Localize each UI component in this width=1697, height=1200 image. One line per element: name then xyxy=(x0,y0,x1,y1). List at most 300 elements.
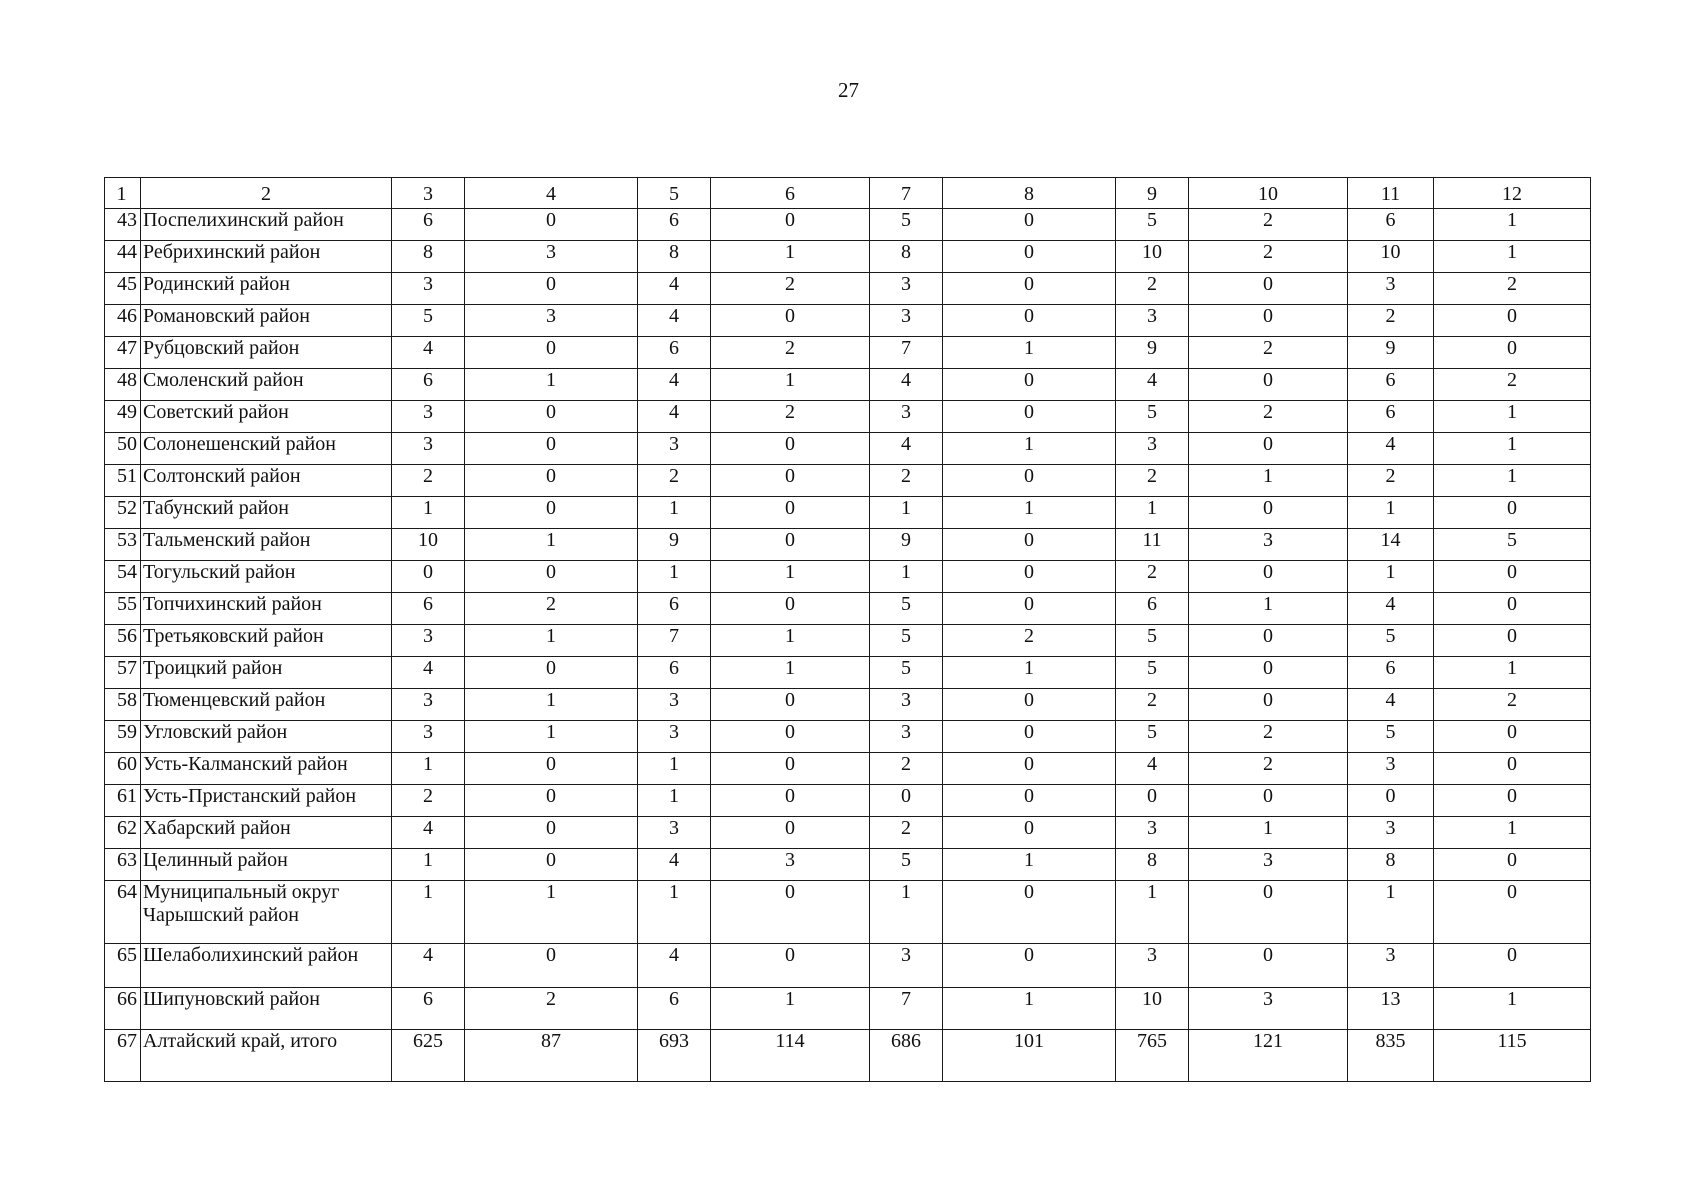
value-cell-col-7: 8 xyxy=(870,241,943,273)
value-cell-col-9: 5 xyxy=(1116,721,1189,753)
value-cell-col-6: 0 xyxy=(711,817,870,849)
value-cell-col-11: 3 xyxy=(1348,273,1434,305)
value-cell-col-6: 0 xyxy=(711,433,870,465)
value-cell-col-3: 1 xyxy=(392,753,465,785)
table-row xyxy=(105,465,1591,497)
value-cell-col-10: 0 xyxy=(1189,657,1348,689)
row-number: 58 xyxy=(105,689,141,721)
value-cell-col-9: 5 xyxy=(1116,401,1189,433)
value-cell-col-5: 693 xyxy=(638,1030,711,1082)
value-cell-col-11: 0 xyxy=(1348,785,1434,817)
district-name: Тальменский район xyxy=(141,529,392,561)
value-cell-col-9: 4 xyxy=(1116,753,1189,785)
value-cell-col-10: 121 xyxy=(1189,1030,1348,1082)
value-cell-col-3: 3 xyxy=(392,721,465,753)
value-cell-col-4: 0 xyxy=(465,465,638,497)
column-header-8: 8 xyxy=(943,178,1116,209)
value-cell-col-4: 0 xyxy=(465,433,638,465)
value-cell-col-4: 0 xyxy=(465,209,638,241)
value-cell-col-6: 0 xyxy=(711,721,870,753)
value-cell-col-8: 1 xyxy=(943,497,1116,529)
value-cell-col-7: 3 xyxy=(870,944,943,988)
row-number: 56 xyxy=(105,625,141,657)
table-row xyxy=(105,944,1591,988)
value-cell-col-9: 5 xyxy=(1116,657,1189,689)
value-cell-col-8: 0 xyxy=(943,369,1116,401)
value-cell-col-11: 3 xyxy=(1348,817,1434,849)
value-cell-col-8: 1 xyxy=(943,849,1116,881)
table-row xyxy=(105,369,1591,401)
value-cell-col-11: 5 xyxy=(1348,625,1434,657)
value-cell-col-9: 2 xyxy=(1116,465,1189,497)
value-cell-col-7: 1 xyxy=(870,561,943,593)
column-header-12: 12 xyxy=(1434,178,1591,209)
table-row xyxy=(105,881,1591,944)
value-cell-col-9: 3 xyxy=(1116,305,1189,337)
value-cell-col-11: 14 xyxy=(1348,529,1434,561)
value-cell-col-3: 2 xyxy=(392,785,465,817)
value-cell-col-11: 4 xyxy=(1348,433,1434,465)
value-cell-col-10: 2 xyxy=(1189,209,1348,241)
value-cell-col-11: 4 xyxy=(1348,689,1434,721)
value-cell-col-7: 686 xyxy=(870,1030,943,1082)
district-name: Солтонский район xyxy=(141,465,392,497)
value-cell-col-12: 0 xyxy=(1434,593,1591,625)
value-cell-col-9: 11 xyxy=(1116,529,1189,561)
value-cell-col-10: 1 xyxy=(1189,593,1348,625)
table-row xyxy=(105,593,1591,625)
district-name: Топчихинский район xyxy=(141,593,392,625)
district-name: Шипуновский район xyxy=(141,988,392,1030)
value-cell-col-7: 2 xyxy=(870,465,943,497)
value-cell-col-9: 6 xyxy=(1116,593,1189,625)
value-cell-col-9: 2 xyxy=(1116,689,1189,721)
value-cell-col-5: 1 xyxy=(638,881,711,944)
value-cell-col-7: 4 xyxy=(870,433,943,465)
value-cell-col-9: 10 xyxy=(1116,988,1189,1030)
table-row xyxy=(105,988,1591,1030)
value-cell-col-9: 3 xyxy=(1116,817,1189,849)
value-cell-col-9: 3 xyxy=(1116,944,1189,988)
value-cell-col-4: 3 xyxy=(465,305,638,337)
table-row xyxy=(105,1030,1591,1082)
table-body xyxy=(105,178,1591,1082)
value-cell-col-9: 8 xyxy=(1116,849,1189,881)
value-cell-col-9: 3 xyxy=(1116,433,1189,465)
value-cell-col-8: 0 xyxy=(943,753,1116,785)
value-cell-col-11: 8 xyxy=(1348,849,1434,881)
value-cell-col-11: 6 xyxy=(1348,657,1434,689)
value-cell-col-6: 0 xyxy=(711,465,870,497)
value-cell-col-4: 0 xyxy=(465,273,638,305)
value-cell-col-7: 5 xyxy=(870,657,943,689)
value-cell-col-11: 1 xyxy=(1348,881,1434,944)
district-name: Поспелихинский район xyxy=(141,209,392,241)
value-cell-col-10: 0 xyxy=(1189,785,1348,817)
value-cell-col-4: 2 xyxy=(465,988,638,1030)
value-cell-col-12: 0 xyxy=(1434,849,1591,881)
value-cell-col-11: 9 xyxy=(1348,337,1434,369)
column-header-4: 4 xyxy=(465,178,638,209)
district-name: Родинский район xyxy=(141,273,392,305)
value-cell-col-12: 0 xyxy=(1434,497,1591,529)
value-cell-col-8: 0 xyxy=(943,593,1116,625)
value-cell-col-12: 0 xyxy=(1434,944,1591,988)
row-number: 55 xyxy=(105,593,141,625)
value-cell-col-5: 7 xyxy=(638,625,711,657)
value-cell-col-12: 0 xyxy=(1434,561,1591,593)
value-cell-col-6: 2 xyxy=(711,337,870,369)
value-cell-col-6: 0 xyxy=(711,497,870,529)
value-cell-col-5: 4 xyxy=(638,849,711,881)
value-cell-col-6: 3 xyxy=(711,849,870,881)
value-cell-col-3: 4 xyxy=(392,817,465,849)
district-name: Солонешенский район xyxy=(141,433,392,465)
value-cell-col-10: 3 xyxy=(1189,988,1348,1030)
row-number: 48 xyxy=(105,369,141,401)
value-cell-col-12: 5 xyxy=(1434,529,1591,561)
row-number: 45 xyxy=(105,273,141,305)
value-cell-col-4: 0 xyxy=(465,337,638,369)
value-cell-col-10: 0 xyxy=(1189,625,1348,657)
column-header-9: 9 xyxy=(1116,178,1189,209)
value-cell-col-11: 3 xyxy=(1348,944,1434,988)
value-cell-col-8: 0 xyxy=(943,465,1116,497)
value-cell-col-3: 3 xyxy=(392,273,465,305)
table-row xyxy=(105,305,1591,337)
table-row xyxy=(105,849,1591,881)
table-row xyxy=(105,689,1591,721)
value-cell-col-12: 1 xyxy=(1434,988,1591,1030)
value-cell-col-7: 7 xyxy=(870,337,943,369)
value-cell-col-7: 5 xyxy=(870,209,943,241)
value-cell-col-8: 0 xyxy=(943,689,1116,721)
district-name: Хабарский район xyxy=(141,817,392,849)
value-cell-col-4: 1 xyxy=(465,369,638,401)
district-name: Ребрихинский район xyxy=(141,241,392,273)
value-cell-col-9: 1 xyxy=(1116,881,1189,944)
district-name: Целинный район xyxy=(141,849,392,881)
value-cell-col-6: 0 xyxy=(711,881,870,944)
value-cell-col-8: 0 xyxy=(943,241,1116,273)
value-cell-col-8: 0 xyxy=(943,561,1116,593)
table-row xyxy=(105,273,1591,305)
value-cell-col-6: 1 xyxy=(711,369,870,401)
value-cell-col-3: 4 xyxy=(392,337,465,369)
value-cell-col-10: 1 xyxy=(1189,817,1348,849)
page-number: 27 xyxy=(838,78,859,102)
value-cell-col-6: 1 xyxy=(711,561,870,593)
table-row xyxy=(105,625,1591,657)
column-header-1: 1 xyxy=(105,178,141,209)
value-cell-col-5: 4 xyxy=(638,305,711,337)
row-number: 64 xyxy=(105,881,141,944)
value-cell-col-4: 0 xyxy=(465,785,638,817)
row-number: 53 xyxy=(105,529,141,561)
value-cell-col-6: 2 xyxy=(711,401,870,433)
value-cell-col-7: 3 xyxy=(870,401,943,433)
value-cell-col-12: 2 xyxy=(1434,369,1591,401)
value-cell-col-6: 0 xyxy=(711,944,870,988)
row-number: 67 xyxy=(105,1030,141,1082)
value-cell-col-6: 0 xyxy=(711,753,870,785)
value-cell-col-5: 6 xyxy=(638,337,711,369)
value-cell-col-8: 2 xyxy=(943,625,1116,657)
row-number: 52 xyxy=(105,497,141,529)
value-cell-col-4: 1 xyxy=(465,625,638,657)
value-cell-col-3: 1 xyxy=(392,497,465,529)
value-cell-col-3: 5 xyxy=(392,305,465,337)
value-cell-col-4: 0 xyxy=(465,753,638,785)
value-cell-col-11: 1 xyxy=(1348,497,1434,529)
value-cell-col-10: 2 xyxy=(1189,753,1348,785)
column-header-7: 7 xyxy=(870,178,943,209)
value-cell-col-10: 0 xyxy=(1189,881,1348,944)
value-cell-col-5: 3 xyxy=(638,721,711,753)
district-name: Тогульский район xyxy=(141,561,392,593)
value-cell-col-10: 2 xyxy=(1189,401,1348,433)
value-cell-col-12: 2 xyxy=(1434,273,1591,305)
value-cell-col-11: 2 xyxy=(1348,305,1434,337)
district-name: Муниципальный округ Чарышский район xyxy=(141,881,392,944)
value-cell-col-8: 0 xyxy=(943,529,1116,561)
column-header-10: 10 xyxy=(1189,178,1348,209)
row-number: 65 xyxy=(105,944,141,988)
value-cell-col-8: 1 xyxy=(943,433,1116,465)
value-cell-col-5: 1 xyxy=(638,497,711,529)
value-cell-col-7: 9 xyxy=(870,529,943,561)
value-cell-col-8: 0 xyxy=(943,273,1116,305)
value-cell-col-5: 6 xyxy=(638,593,711,625)
value-cell-col-3: 3 xyxy=(392,401,465,433)
value-cell-col-3: 8 xyxy=(392,241,465,273)
value-cell-col-5: 2 xyxy=(638,465,711,497)
value-cell-col-8: 0 xyxy=(943,209,1116,241)
value-cell-col-10: 2 xyxy=(1189,337,1348,369)
value-cell-col-6: 1 xyxy=(711,625,870,657)
value-cell-col-12: 1 xyxy=(1434,209,1591,241)
district-name: Усть-Пристанский район xyxy=(141,785,392,817)
value-cell-col-6: 0 xyxy=(711,689,870,721)
table-row xyxy=(105,753,1591,785)
value-cell-col-6: 0 xyxy=(711,529,870,561)
value-cell-col-4: 1 xyxy=(465,721,638,753)
value-cell-col-9: 5 xyxy=(1116,209,1189,241)
value-cell-col-4: 0 xyxy=(465,657,638,689)
value-cell-col-7: 3 xyxy=(870,305,943,337)
value-cell-col-5: 3 xyxy=(638,433,711,465)
row-number: 44 xyxy=(105,241,141,273)
value-cell-col-4: 0 xyxy=(465,497,638,529)
value-cell-col-10: 3 xyxy=(1189,529,1348,561)
value-cell-col-11: 2 xyxy=(1348,465,1434,497)
row-number: 47 xyxy=(105,337,141,369)
district-name: Алтайский край, итого xyxy=(141,1030,392,1082)
value-cell-col-7: 4 xyxy=(870,369,943,401)
value-cell-col-4: 0 xyxy=(465,401,638,433)
value-cell-col-8: 1 xyxy=(943,657,1116,689)
value-cell-col-10: 2 xyxy=(1189,721,1348,753)
value-cell-col-12: 1 xyxy=(1434,817,1591,849)
district-name: Третьяковский район xyxy=(141,625,392,657)
value-cell-col-7: 2 xyxy=(870,817,943,849)
column-header-2: 2 xyxy=(141,178,392,209)
row-number: 57 xyxy=(105,657,141,689)
table-row xyxy=(105,241,1591,273)
column-header-11: 11 xyxy=(1348,178,1434,209)
value-cell-col-8: 0 xyxy=(943,944,1116,988)
value-cell-col-12: 0 xyxy=(1434,625,1591,657)
value-cell-col-12: 1 xyxy=(1434,241,1591,273)
value-cell-col-12: 1 xyxy=(1434,433,1591,465)
value-cell-col-3: 1 xyxy=(392,881,465,944)
value-cell-col-5: 6 xyxy=(638,209,711,241)
value-cell-col-11: 6 xyxy=(1348,401,1434,433)
value-cell-col-6: 2 xyxy=(711,273,870,305)
value-cell-col-7: 7 xyxy=(870,988,943,1030)
table-row xyxy=(105,433,1591,465)
value-cell-col-7: 1 xyxy=(870,881,943,944)
district-name: Угловский район xyxy=(141,721,392,753)
value-cell-col-11: 5 xyxy=(1348,721,1434,753)
value-cell-col-3: 2 xyxy=(392,465,465,497)
value-cell-col-3: 1 xyxy=(392,849,465,881)
value-cell-col-10: 0 xyxy=(1189,369,1348,401)
value-cell-col-7: 5 xyxy=(870,593,943,625)
value-cell-col-8: 0 xyxy=(943,817,1116,849)
column-header-6: 6 xyxy=(711,178,870,209)
value-cell-col-3: 10 xyxy=(392,529,465,561)
value-cell-col-7: 1 xyxy=(870,497,943,529)
table-row xyxy=(105,401,1591,433)
value-cell-col-7: 5 xyxy=(870,625,943,657)
district-name: Усть-Калманский район xyxy=(141,753,392,785)
row-number: 46 xyxy=(105,305,141,337)
value-cell-col-4: 1 xyxy=(465,529,638,561)
column-header-5: 5 xyxy=(638,178,711,209)
district-name: Рубцовский район xyxy=(141,337,392,369)
value-cell-col-9: 10 xyxy=(1116,241,1189,273)
value-cell-col-10: 3 xyxy=(1189,849,1348,881)
value-cell-col-11: 1 xyxy=(1348,561,1434,593)
value-cell-col-5: 4 xyxy=(638,401,711,433)
value-cell-col-9: 4 xyxy=(1116,369,1189,401)
row-number: 43 xyxy=(105,209,141,241)
value-cell-col-5: 9 xyxy=(638,529,711,561)
value-cell-col-12: 0 xyxy=(1434,785,1591,817)
value-cell-col-9: 2 xyxy=(1116,273,1189,305)
value-cell-col-12: 1 xyxy=(1434,465,1591,497)
value-cell-col-4: 0 xyxy=(465,849,638,881)
value-cell-col-10: 0 xyxy=(1189,305,1348,337)
value-cell-col-3: 3 xyxy=(392,625,465,657)
row-number: 54 xyxy=(105,561,141,593)
value-cell-col-3: 4 xyxy=(392,944,465,988)
value-cell-col-11: 13 xyxy=(1348,988,1434,1030)
value-cell-col-4: 0 xyxy=(465,817,638,849)
row-number: 50 xyxy=(105,433,141,465)
value-cell-col-9: 1 xyxy=(1116,497,1189,529)
value-cell-col-8: 1 xyxy=(943,988,1116,1030)
district-name: Смоленский район xyxy=(141,369,392,401)
value-cell-col-11: 10 xyxy=(1348,241,1434,273)
value-cell-col-3: 625 xyxy=(392,1030,465,1082)
value-cell-col-4: 1 xyxy=(465,689,638,721)
value-cell-col-7: 0 xyxy=(870,785,943,817)
value-cell-col-5: 4 xyxy=(638,273,711,305)
value-cell-col-7: 5 xyxy=(870,849,943,881)
value-cell-col-5: 3 xyxy=(638,817,711,849)
row-number: 62 xyxy=(105,817,141,849)
district-name: Романовский район xyxy=(141,305,392,337)
row-number: 59 xyxy=(105,721,141,753)
statistics-table xyxy=(104,177,1591,1082)
value-cell-col-10: 2 xyxy=(1189,241,1348,273)
value-cell-col-10: 1 xyxy=(1189,465,1348,497)
value-cell-col-5: 1 xyxy=(638,785,711,817)
value-cell-col-10: 0 xyxy=(1189,433,1348,465)
value-cell-col-10: 0 xyxy=(1189,944,1348,988)
value-cell-col-5: 1 xyxy=(638,753,711,785)
value-cell-col-3: 4 xyxy=(392,657,465,689)
value-cell-col-7: 3 xyxy=(870,721,943,753)
value-cell-col-8: 0 xyxy=(943,401,1116,433)
value-cell-col-5: 8 xyxy=(638,241,711,273)
value-cell-col-11: 835 xyxy=(1348,1030,1434,1082)
value-cell-col-12: 2 xyxy=(1434,689,1591,721)
value-cell-col-12: 0 xyxy=(1434,881,1591,944)
value-cell-col-12: 1 xyxy=(1434,401,1591,433)
column-header-3: 3 xyxy=(392,178,465,209)
value-cell-col-6: 0 xyxy=(711,593,870,625)
value-cell-col-5: 3 xyxy=(638,689,711,721)
value-cell-col-5: 6 xyxy=(638,657,711,689)
value-cell-col-11: 6 xyxy=(1348,209,1434,241)
value-cell-col-6: 1 xyxy=(711,241,870,273)
value-cell-col-5: 1 xyxy=(638,561,711,593)
value-cell-col-3: 3 xyxy=(392,689,465,721)
value-cell-col-6: 0 xyxy=(711,305,870,337)
value-cell-col-4: 0 xyxy=(465,944,638,988)
value-cell-col-4: 0 xyxy=(465,561,638,593)
value-cell-col-6: 0 xyxy=(711,785,870,817)
value-cell-col-8: 0 xyxy=(943,721,1116,753)
value-cell-col-7: 3 xyxy=(870,689,943,721)
value-cell-col-10: 0 xyxy=(1189,273,1348,305)
value-cell-col-6: 0 xyxy=(711,209,870,241)
value-cell-col-10: 0 xyxy=(1189,561,1348,593)
district-name: Советский район xyxy=(141,401,392,433)
value-cell-col-8: 0 xyxy=(943,881,1116,944)
value-cell-col-3: 6 xyxy=(392,369,465,401)
value-cell-col-8: 101 xyxy=(943,1030,1116,1082)
table-row xyxy=(105,529,1591,561)
row-number: 61 xyxy=(105,785,141,817)
value-cell-col-7: 2 xyxy=(870,753,943,785)
value-cell-col-9: 0 xyxy=(1116,785,1189,817)
value-cell-col-3: 6 xyxy=(392,593,465,625)
value-cell-col-12: 0 xyxy=(1434,337,1591,369)
table-row xyxy=(105,817,1591,849)
value-cell-col-4: 87 xyxy=(465,1030,638,1082)
value-cell-col-5: 4 xyxy=(638,369,711,401)
table-row xyxy=(105,209,1591,241)
value-cell-col-4: 3 xyxy=(465,241,638,273)
value-cell-col-6: 1 xyxy=(711,657,870,689)
value-cell-col-3: 0 xyxy=(392,561,465,593)
table-row xyxy=(105,497,1591,529)
district-name: Шелаболихинский район xyxy=(141,944,392,988)
